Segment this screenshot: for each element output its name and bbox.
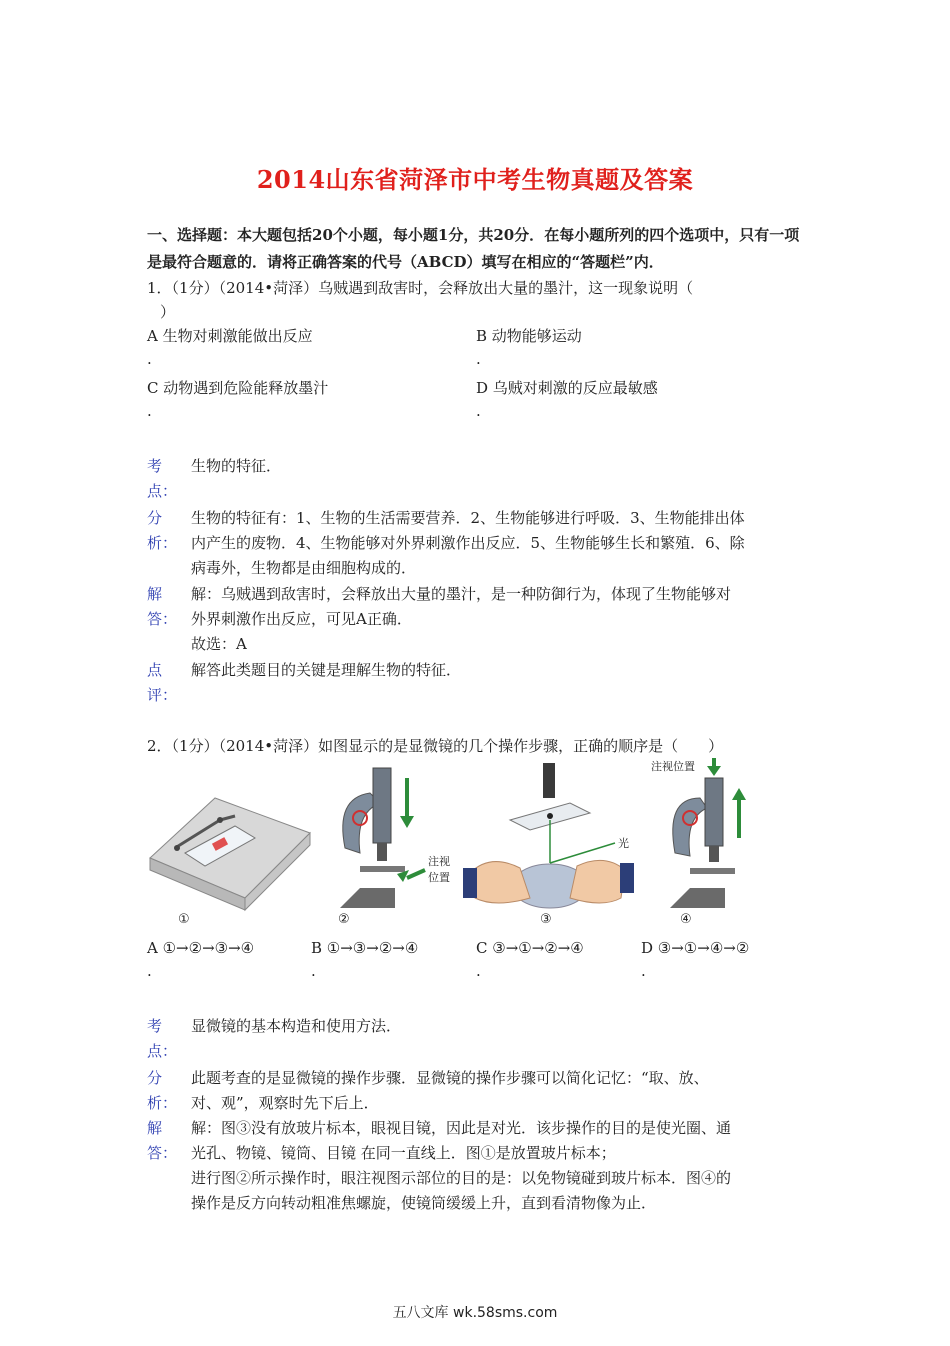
q2-option-b[interactable]: B ①→③→②→④: [311, 939, 419, 957]
q1-fenxi-label-2: 析：: [147, 534, 178, 552]
q2-fenxi-label-2: 析：: [147, 1094, 178, 1112]
q1-option-c[interactable]: C 动物遇到危险能释放墨汁: [147, 379, 329, 397]
figure-label-1: ①: [178, 912, 190, 927]
q2-kaodian-label-2: 点：: [147, 1042, 178, 1060]
q2-stem: 2．（1分）（2014•菏泽）如图显示的是显微镜的几个操作步骤，正确的顺序是（ ）: [147, 737, 724, 755]
q1-option-a[interactable]: A 生物对刺激能做出反应: [147, 327, 313, 345]
figure-text-zhushi-weizhi: 注视位置: [651, 760, 695, 773]
figure-step-3-adjusting-light: [463, 763, 634, 908]
q1-fenxi-label-1: 分: [147, 509, 163, 527]
q1-jieda-line-3: 故选：A: [191, 635, 247, 653]
q2-option-b-dot: .: [311, 962, 316, 980]
q2-option-a-dot: .: [147, 962, 152, 980]
q1-option-c-dot: .: [147, 402, 152, 420]
microscope-steps-figure: [145, 758, 795, 933]
q2-fenxi-line-2: 对、观”，观察时先下后上．: [191, 1094, 379, 1112]
q1-option-a-dot: .: [147, 350, 152, 368]
q1-stem-close: ）: [160, 303, 176, 321]
q1-jieda-line-1: 解：乌贼遇到敌害时，会释放出大量的墨汁，是一种防御行为，体现了生物能够对: [191, 585, 732, 603]
section-intro: 一、选择题：本大题包括20个小题，每小题1分，共20分．在每小题所列的四个选项中，只有一项是最符合题意的．请将正确答案的代号（ABCD）填写在相应的“答题栏”内．: [147, 226, 800, 271]
q1-fenxi-line-3: 病毒外，生物都是由细胞构成的．: [191, 559, 417, 577]
q1-option-d-dot: .: [476, 402, 481, 420]
q1-jieda-label-1: 解: [147, 585, 163, 603]
q1-jieda-label-2: 答：: [147, 610, 178, 628]
q1-kaodian-label-1: 考: [147, 457, 163, 475]
q1-dianping: 解答此类题目的关键是理解生物的特征．: [191, 661, 462, 679]
figure-label-3: ③: [540, 912, 552, 927]
q2-jieda-label-1: 解: [147, 1119, 163, 1137]
page-title: 2014山东省菏泽市中考生物真题及答案: [256, 165, 694, 194]
q2-option-a[interactable]: A ①→②→③→④: [147, 939, 255, 957]
figure-step-4-microscope: [670, 758, 746, 908]
q1-option-d[interactable]: D 乌贼对刺激的反应最敏感: [476, 379, 658, 397]
figure-text-zhushi-2: 位置: [428, 871, 450, 884]
q2-jieda-label-2: 答：: [147, 1144, 178, 1162]
q2-jieda-line-4: 操作是反方向转动粗准焦螺旋，使镜筒缓缓上升，直到看清物像为止．: [191, 1194, 657, 1212]
q2-jieda-line-3: 进行图②所示操作时，眼注视图示部位的目的是：以免物镜碰到玻片标本．图④的: [191, 1169, 732, 1187]
footer-watermark: 五八文库 wk.58sms.com: [392, 1305, 558, 1321]
q2-kaodian: 显微镜的基本构造和使用方法．: [191, 1017, 402, 1035]
q1-option-b-dot: .: [476, 350, 481, 368]
q2-fenxi-line-1: 此题考查的是显微镜的操作步骤．显微镜的操作步骤可以简化记忆：“取、放、: [191, 1069, 709, 1087]
figure-step-1-stage: [150, 798, 310, 910]
q2-option-d-dot: .: [641, 962, 646, 980]
figure-step-2-microscope: [340, 768, 425, 908]
q1-option-b[interactable]: B 动物能够运动: [476, 327, 582, 345]
figure-text-guang: 光: [618, 837, 629, 850]
q1-dianping-label-2: 评：: [147, 686, 178, 704]
q2-option-c-dot: .: [476, 962, 481, 980]
q2-option-c[interactable]: C ③→①→②→④: [476, 939, 584, 957]
q2-jieda-line-1: 解：图③没有放玻片标本，眼视目镜，因此是对光．该步操作的目的是使光圈、通: [191, 1119, 732, 1137]
q1-fenxi-line-2: 内产生的废物．4、生物能够对外界刺激作出反应．5、生物能够生长和繁殖．6、除: [191, 534, 745, 552]
q1-fenxi-line-1: 生物的特征有：1、生物的生活需要营养．2、生物能够进行呼吸．3、生物能排出体: [191, 509, 745, 527]
figure-label-2: ②: [338, 912, 350, 927]
q1-jieda-line-2: 外界刺激作出反应，可见A正确．: [191, 610, 412, 628]
figure-text-zhushi-1: 注视: [428, 855, 450, 868]
figure-label-4: ④: [680, 912, 692, 927]
q2-fenxi-label-1: 分: [147, 1069, 163, 1087]
q1-kaodian-label-2: 点：: [147, 482, 178, 500]
q2-option-d[interactable]: D ③→①→④→②: [641, 939, 750, 957]
q1-dianping-label-1: 点: [147, 661, 163, 679]
q2-jieda-line-2: 光孔、物镜、镜筒、目镜 在同一直线上．图①是放置玻片标本；: [191, 1144, 616, 1162]
q2-kaodian-label-1: 考: [147, 1017, 163, 1035]
q1-kaodian: 生物的特征．: [191, 457, 282, 475]
q1-stem: 1．（1分）（2014•菏泽）乌贼遇到敌害时，会释放出大量的墨汁，这一现象说明（: [147, 279, 694, 297]
